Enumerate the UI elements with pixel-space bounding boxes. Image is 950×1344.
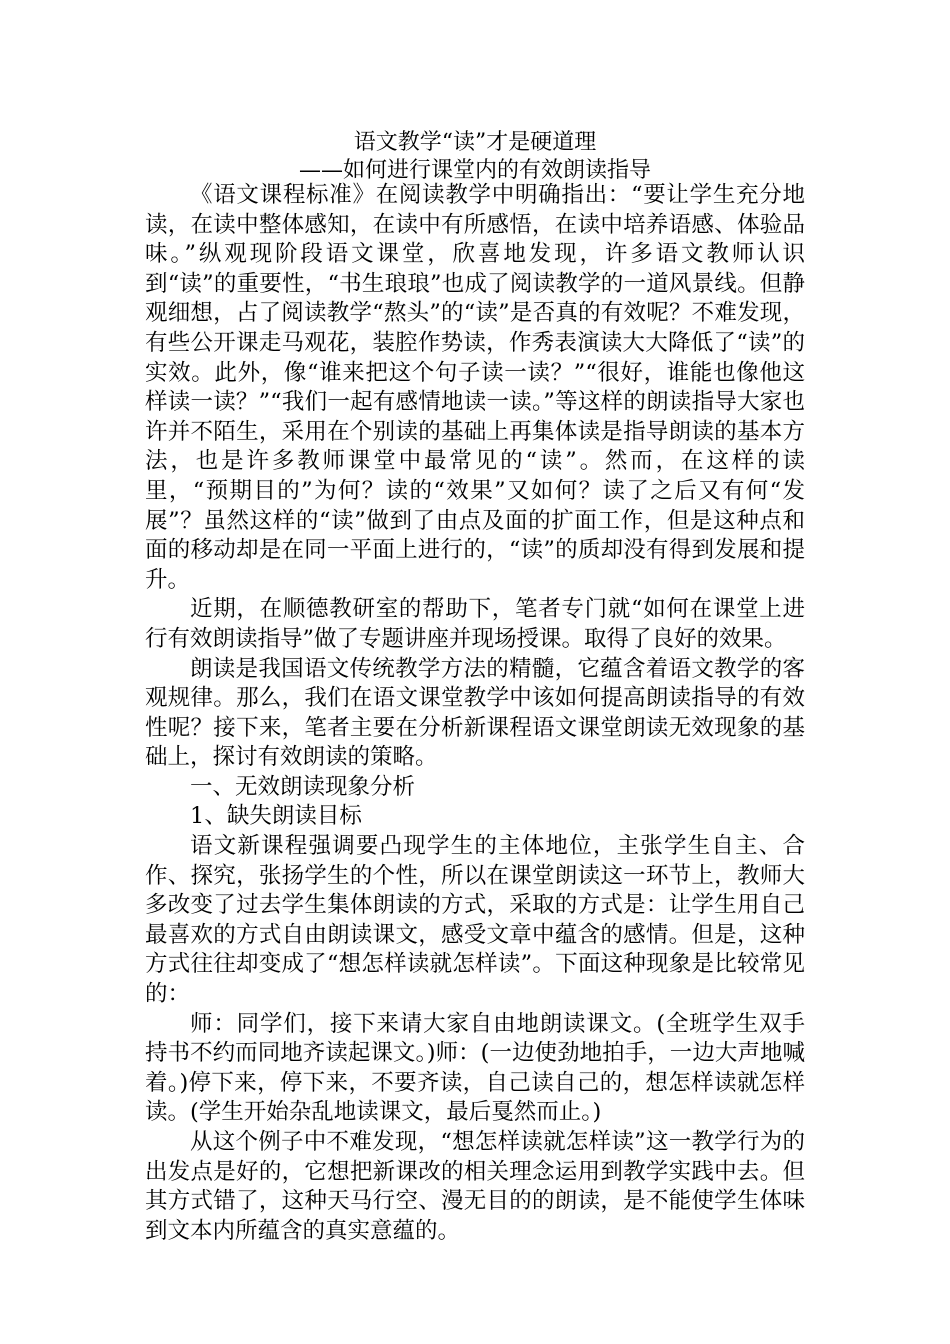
- paragraph-intro: 《语文课程标准》在阅读教学中明确指出：“要让学生充分地读，在读中整体感知，在读中有所感悟，在读中培养语感、体验品味。”纵观现阶段语文课堂，欣喜地发现，许多语文教师认识到“读”的重要性，“书生琅琅”也成了阅读教学的一道风景线。但静观细想，占了阅读教学“熬头”的“读”是否真的有效呢？不难发现，有些公开课走马观花，装腔作势读，作秀表演读大大降低了“读”的实效。此外，像“谁来把这个句子读一读？”“很好，谁能也像他这样读一读？”“我们一起有感情地读一读。”等这样的朗读指导大家也许并不陌生，采用在个别读的基础上再集体读是指导朗读的基本方法，也是许多教师课堂中最常见的“读”。然而，在这样的读里，“预期目的”为何？读的“效果”又如何？读了之后又有何“发展”？虽然这样的“读”做到了由点及面的扩面工作，但是这种点和面的移动却是在同一平面上进行的，“读”的质却没有得到发展和提升。: [145, 182, 805, 593]
- document-subtitle: ——如何进行课堂内的有效朗读指导: [298, 158, 651, 183]
- paragraph-new-curriculum: 语文新课程强调要凸现学生的主体地位，主张学生自主、合作、探究，张扬学生的个性，所以在课堂朗读这一环节上，教师大多改变了过去学生集体朗读的方式，采取的方式是：让学生用自己最喜欢的方式自由朗读课文，感受文章中蕴含的感情。但是，这种方式往往却变成了“想怎样读就怎样读”。下面这种现象是比较常见的：: [145, 833, 805, 1008]
- paragraph-reading-essence: 朗读是我国语文传统教学方法的精髓，它蕴含着语文教学的客观规律。那么，我们在语文课堂教学中该如何提高朗读指导的有效性呢？接下来，笔者主要在分析新课程语文课堂朗读无效现象的基础上，探讨有效朗读的策略。: [145, 655, 805, 771]
- paragraph-analysis: 从这个例子中不难发现，“想怎样读就怎样读”这一教学行为的出发点是好的，它想把新课改的相关理念运用到教学实践中去。但其方式错了，这种天马行空、漫无目的的朗读，是不能使学生体味到文本内所蕴含的真实意蕴的。: [145, 1129, 805, 1244]
- paragraph-recent: 近期，在顺德教研室的帮助下，笔者专门就“如何在课堂上进行有效朗读指导”做了专题讲座并现场授课。取得了良好的效果。: [145, 596, 805, 652]
- section-heading-1: 一、无效朗读现象分析: [190, 773, 416, 800]
- document-title: 语文教学“读”才是硬道理: [353, 130, 597, 155]
- subsection-heading-1: 1、缺失朗读目标: [190, 803, 362, 830]
- document-body: [145, 181, 805, 1246]
- paragraph-classroom-example: 师：同学们，接下来请大家自由地朗读课文。(全班学生双手持书不约而同地齐读起课文。)师：(一边使劲地拍手，一边大声地喊着。)停下来，停下来，不要齐读，自己读自己的，想怎样读就怎样读。(学生开始杂乱地读课文，最后戛然而止。): [145, 1010, 805, 1126]
